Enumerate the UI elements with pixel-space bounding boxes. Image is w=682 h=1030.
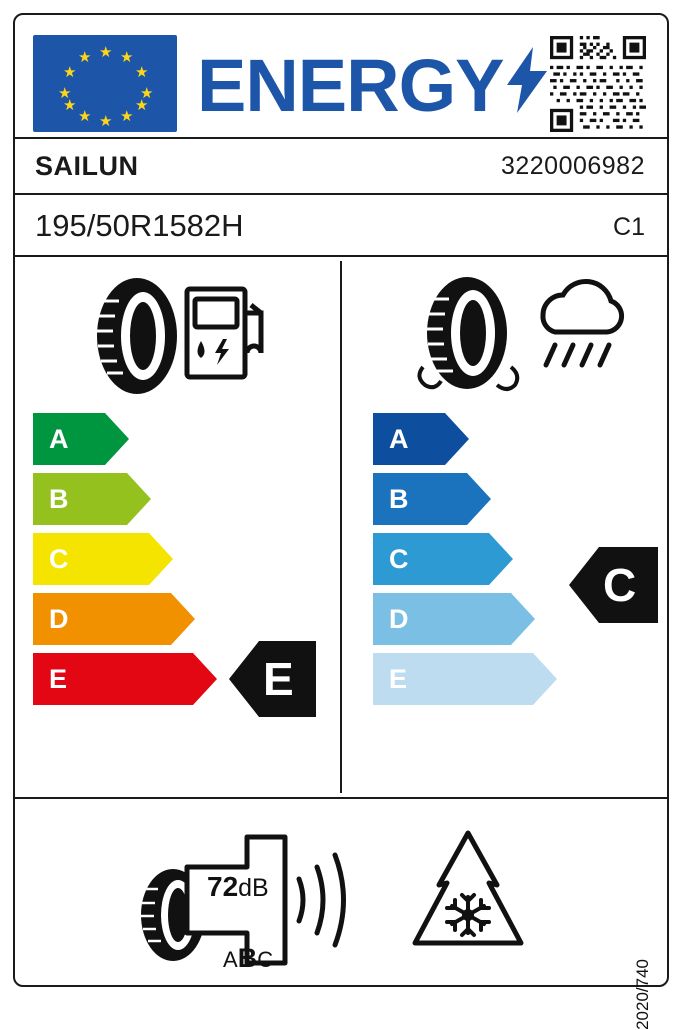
tyre-energy-label: [13, 13, 669, 1030]
tyre-class: C1: [613, 213, 645, 241]
page-title: ENERGY: [197, 44, 504, 127]
fuel-pump-icon: [187, 289, 261, 377]
grade-letter: C: [49, 543, 69, 574]
brand-row: [15, 139, 667, 193]
bottom-row: [15, 801, 667, 987]
grade-letter: A: [49, 423, 69, 454]
fuel-grade-c: [33, 533, 173, 585]
main-grid: [15, 257, 667, 797]
fuel-grade-b: [33, 473, 151, 525]
noise-class-b-selected: B: [237, 943, 258, 973]
brand-name: SAILUN: [35, 151, 139, 181]
fuel-result-letter: E: [263, 653, 294, 705]
fuel-result-arrow: [229, 641, 316, 717]
wet-grip-result-arrow: [569, 547, 658, 623]
wet-grade-b: [373, 473, 491, 525]
fuel-grade-e: [33, 653, 217, 705]
grade-letter: B: [389, 483, 409, 514]
grade-letter: D: [49, 603, 69, 634]
noise-value: [207, 871, 269, 903]
size-row: [15, 195, 667, 255]
grade-letter: A: [389, 423, 409, 454]
grade-letter: E: [389, 663, 408, 694]
rain-cloud-icon: [543, 281, 622, 365]
grade-letter: D: [389, 603, 409, 634]
noise-class-a: A: [223, 947, 238, 972]
grade-letter: E: [49, 663, 68, 694]
three-peak-mountain-snowflake-icon: [393, 825, 543, 973]
article-code: 3220006982: [500, 152, 645, 180]
noise-class-c: C: [257, 947, 274, 972]
noise-block: [135, 823, 365, 973]
wet-grip-pictogram: [415, 271, 630, 401]
noise-decibels: 72: [207, 871, 239, 902]
grade-letter: B: [49, 483, 69, 514]
grade-letter: C: [389, 543, 409, 574]
noise-unit: dB: [238, 874, 269, 902]
tyre-with-splash-icon: [419, 277, 517, 389]
wet-grade-d: [373, 593, 535, 645]
wet-grade-a: [373, 413, 469, 465]
noise-class-scale: [223, 943, 273, 974]
divider-main: [15, 797, 667, 799]
fuel-grade-a: [33, 413, 129, 465]
wet-grip-result-letter: C: [603, 559, 637, 611]
wet-grade-c: [373, 533, 513, 585]
fuel-efficiency-pictogram: [85, 271, 275, 401]
lightning-bolt-icon: [507, 47, 547, 113]
label-date: 2020/740: [633, 959, 652, 1030]
tyre-icon: [97, 278, 177, 394]
eu-flag-icon: ★ ★ ★ ★ ★ ★ ★ ★ ★ ★ ★ ★: [33, 35, 177, 132]
wet-grade-e: [373, 653, 557, 705]
qr-code-icon: [549, 35, 647, 133]
label-header: [15, 15, 667, 137]
fuel-grade-d: [33, 593, 195, 645]
tyre-size: 195/50R1582H: [35, 208, 244, 243]
